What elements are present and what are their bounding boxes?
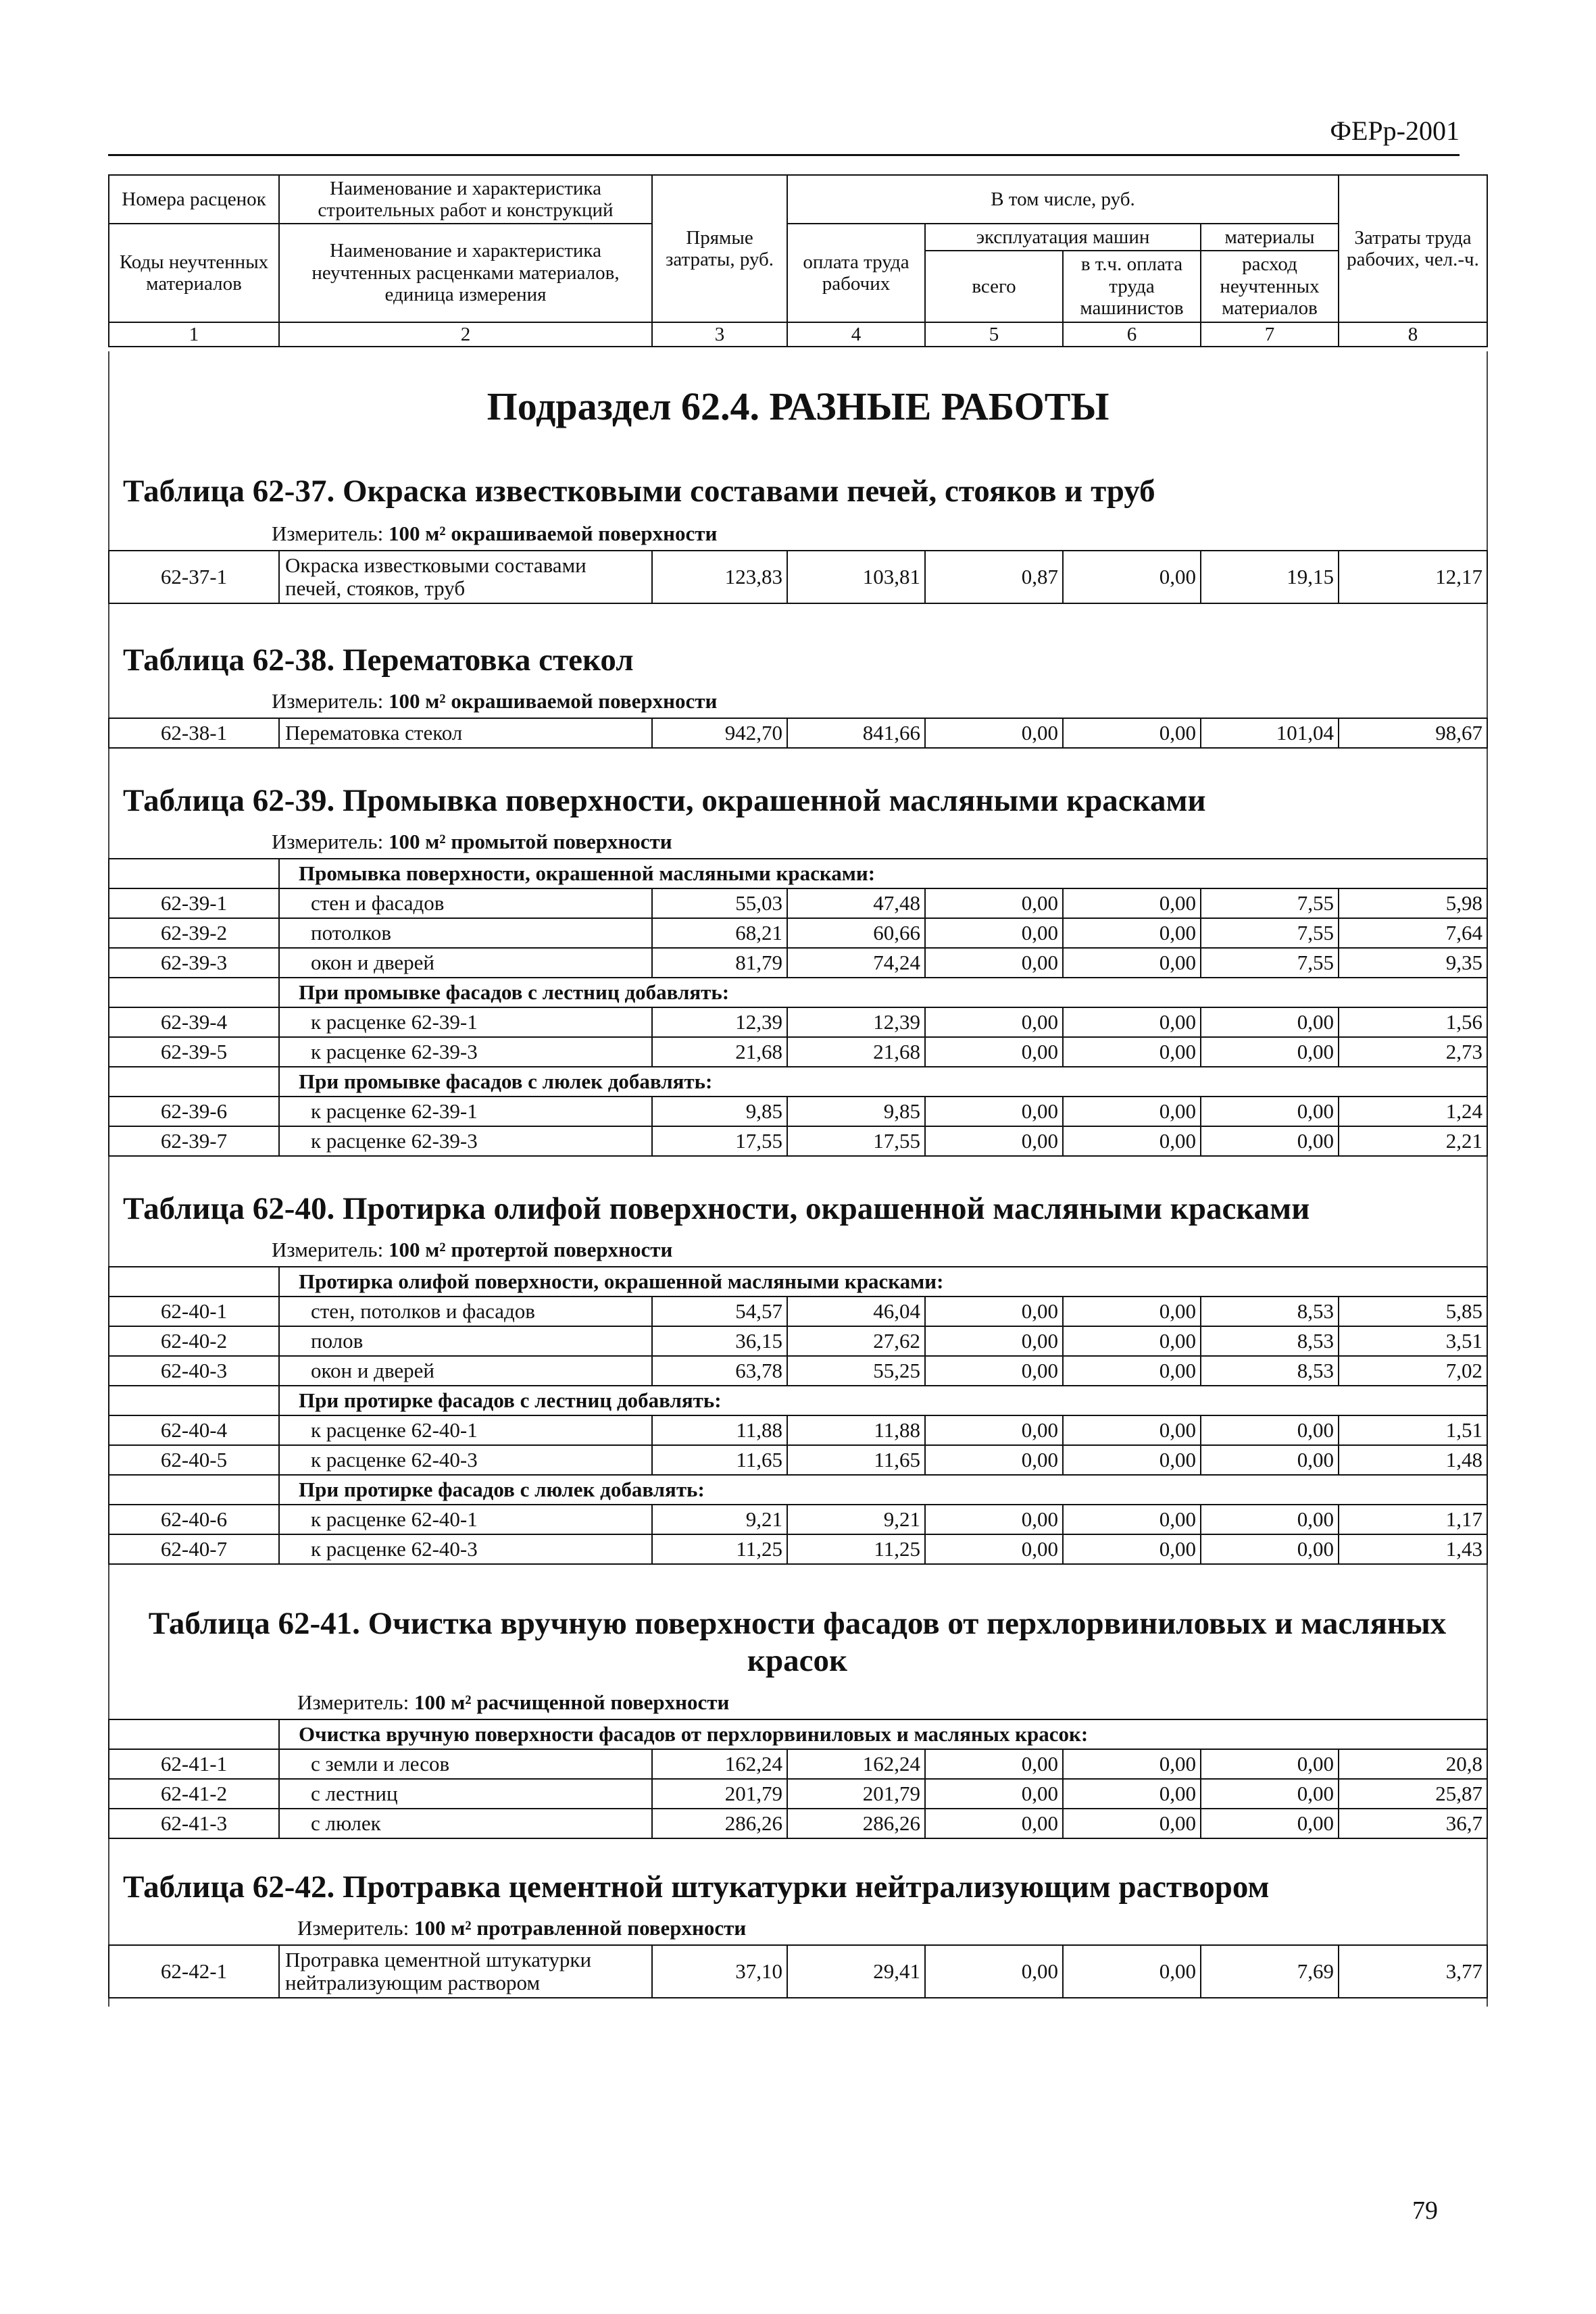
machine-total: 0,00: [925, 1126, 1063, 1156]
labor-hours: 36,7: [1339, 1809, 1487, 1838]
table-row: [109, 1356, 1487, 1386]
machinist-pay: 0,00: [1063, 1356, 1201, 1386]
page-header: [108, 115, 1460, 156]
rate-code: 62-39-7: [109, 1126, 279, 1156]
group-header-row: [109, 1267, 1487, 1297]
rate-code: 62-40-1: [109, 1297, 279, 1326]
table-row: [109, 1505, 1487, 1534]
machinist-pay: 0,00: [1063, 1945, 1201, 1998]
header-col2-bottom: Наименование и характеристика неучтенных расценками материалов, единица измерения: [279, 224, 652, 322]
labor-hours: 7,64: [1339, 918, 1487, 948]
direct-cost: 11,88: [652, 1415, 787, 1445]
labor-hours: 12,17: [1339, 551, 1487, 603]
machinist-pay: 0,00: [1063, 1749, 1201, 1779]
table-row: [109, 718, 1487, 748]
table-row: [109, 1809, 1487, 1838]
table-row: [109, 1415, 1487, 1445]
header-in-total: В том числе, руб.: [787, 175, 1339, 224]
direct-cost: 63,78: [652, 1356, 787, 1386]
materials-cost: 0,00: [1201, 1097, 1339, 1126]
rate-name: Протравка цементной штукатурки нейтрализующим раствором: [279, 1945, 652, 1998]
empty-cell: [109, 859, 279, 888]
labor-pay: 47,48: [787, 888, 925, 918]
empty-cell: [109, 1386, 279, 1415]
empty-cell: [109, 1267, 279, 1297]
direct-cost: 11,25: [652, 1534, 787, 1564]
direct-cost: 17,55: [652, 1126, 787, 1156]
header-col6: в т.ч. оплата труда машинистов: [1063, 251, 1201, 322]
labor-pay: 286,26: [787, 1809, 925, 1838]
machine-total: 0,00: [925, 1356, 1063, 1386]
machine-total: 0,00: [925, 1326, 1063, 1356]
labor-pay: 11,88: [787, 1415, 925, 1445]
labor-pay: 9,85: [787, 1097, 925, 1126]
table-row: [109, 1097, 1487, 1126]
materials-cost: 8,53: [1201, 1326, 1339, 1356]
rate-name: окон и дверей: [279, 948, 652, 978]
machine-total: 0,00: [925, 1749, 1063, 1779]
materials-cost: 7,55: [1201, 888, 1339, 918]
labor-hours: 2,21: [1339, 1126, 1487, 1156]
rate-name: Перематовка стекол: [279, 718, 652, 748]
col-number: 2: [279, 322, 652, 347]
table-title-62-41: Таблица 62-41. Очистка вручную поверхности фасадов от перхлорвиниловых и масляных красок: [148, 1606, 1447, 1679]
labor-pay: 11,25: [787, 1534, 925, 1564]
rates-table-62-40: [108, 1266, 1488, 1565]
materials-cost: 0,00: [1201, 1445, 1339, 1475]
rate-code: 62-38-1: [109, 718, 279, 748]
labor-pay: 103,81: [787, 551, 925, 603]
direct-cost: 36,15: [652, 1326, 787, 1356]
labor-pay: 17,55: [787, 1126, 925, 1156]
labor-hours: 98,67: [1339, 718, 1487, 748]
page-number: 79: [1412, 2196, 1438, 2225]
table-row: [109, 1749, 1487, 1779]
labor-pay: 201,79: [787, 1779, 925, 1809]
materials-cost: 0,00: [1201, 1505, 1339, 1534]
meter-62-41: [297, 1690, 729, 1715]
labor-hours: 2,73: [1339, 1037, 1487, 1067]
machine-total: 0,87: [925, 551, 1063, 603]
header-materials: материалы: [1201, 224, 1339, 251]
empty-cell: [109, 978, 279, 1007]
machinist-pay: 0,00: [1063, 1126, 1201, 1156]
direct-cost: 37,10: [652, 1945, 787, 1998]
rates-table-62-42: [108, 1944, 1488, 1998]
machinist-pay: 0,00: [1063, 1037, 1201, 1067]
direct-cost: 942,70: [652, 718, 787, 748]
table-title-62-40: Таблица 62-40. Протирка олифой поверхности, окрашенной масляными красками: [123, 1191, 1310, 1226]
meter-value: 100 м² окрашиваемой поверхности: [388, 689, 718, 713]
direct-cost: 286,26: [652, 1809, 787, 1838]
table-row: [109, 1534, 1487, 1564]
group-header-row: [109, 1067, 1487, 1097]
machinist-pay: 0,00: [1063, 1809, 1201, 1838]
materials-cost: 8,53: [1201, 1297, 1339, 1326]
machinist-pay: 0,00: [1063, 1007, 1201, 1037]
labor-pay: 74,24: [787, 948, 925, 978]
labor-hours: 5,98: [1339, 888, 1487, 918]
meter-label: Измеритель:: [272, 1238, 384, 1261]
header-col2-top: Наименование и характеристика строительных работ и конструкций: [279, 175, 652, 224]
materials-cost: 7,55: [1201, 918, 1339, 948]
group-label: При промывке фасадов с люлек добавлять:: [279, 1067, 1487, 1097]
direct-cost: 162,24: [652, 1749, 787, 1779]
meter-label: Измеритель:: [272, 522, 384, 545]
rate-code: 62-41-1: [109, 1749, 279, 1779]
labor-hours: 7,02: [1339, 1356, 1487, 1386]
doc-code: ФЕРр-2001: [1330, 116, 1460, 146]
machinist-pay: 0,00: [1063, 1445, 1201, 1475]
meter-62-40: [272, 1238, 672, 1262]
header-machines: эксплуатация машин: [925, 224, 1201, 251]
rate-name: к расценке 62-40-3: [279, 1445, 652, 1475]
header-col3: Прямые затраты, руб.: [652, 175, 787, 322]
column-header-table: [108, 174, 1488, 347]
machinist-pay: 0,00: [1063, 888, 1201, 918]
table-row: [109, 918, 1487, 948]
rate-name: к расценке 62-39-1: [279, 1007, 652, 1037]
materials-cost: 0,00: [1201, 1037, 1339, 1067]
empty-cell: [109, 1475, 279, 1505]
group-header-row: [109, 1719, 1487, 1749]
header-col1-bottom: Коды неучтенных материалов: [109, 224, 279, 322]
machinist-pay: 0,00: [1063, 718, 1201, 748]
group-header-row: [109, 978, 1487, 1007]
direct-cost: 21,68: [652, 1037, 787, 1067]
rate-code: 62-39-4: [109, 1007, 279, 1037]
rates-table-62-39: [108, 858, 1488, 1157]
materials-cost: 8,53: [1201, 1356, 1339, 1386]
table-row: [109, 1445, 1487, 1475]
rate-code: 62-39-5: [109, 1037, 279, 1067]
machinist-pay: 0,00: [1063, 1326, 1201, 1356]
meter-62-39: [272, 830, 672, 854]
direct-cost: 81,79: [652, 948, 787, 978]
machinist-pay: 0,00: [1063, 1779, 1201, 1809]
rate-name: стен, потолков и фасадов: [279, 1297, 652, 1326]
machine-total: 0,00: [925, 1415, 1063, 1445]
table-row: [109, 888, 1487, 918]
subsection-title: Подраздел 62.4. РАЗНЫЕ РАБОТЫ: [487, 384, 1109, 428]
labor-hours: 9,35: [1339, 948, 1487, 978]
meter-value: 100 м² промытой поверхности: [388, 830, 672, 853]
group-header-row: [109, 1386, 1487, 1415]
rate-name: к расценке 62-40-1: [279, 1505, 652, 1534]
labor-pay: 11,65: [787, 1445, 925, 1475]
rate-code: 62-39-1: [109, 888, 279, 918]
labor-hours: 1,48: [1339, 1445, 1487, 1475]
machinist-pay: 0,00: [1063, 1097, 1201, 1126]
header-col8: Затраты труда рабочих, чел.-ч.: [1339, 175, 1487, 322]
rate-code: 62-40-2: [109, 1326, 279, 1356]
rate-name: Окраска известковыми составами печей, стояков, труб: [279, 551, 652, 603]
machine-total: 0,00: [925, 1945, 1063, 1998]
group-header-row: [109, 1475, 1487, 1505]
table-row: [109, 1326, 1487, 1356]
rate-name: к расценке 62-39-3: [279, 1126, 652, 1156]
header-col7: расход неучтенных материалов: [1201, 251, 1339, 322]
rate-name: к расценке 62-40-1: [279, 1415, 652, 1445]
rate-code: 62-42-1: [109, 1945, 279, 1998]
labor-pay: 29,41: [787, 1945, 925, 1998]
col-number: 7: [1201, 322, 1339, 347]
direct-cost: 9,21: [652, 1505, 787, 1534]
machine-total: 0,00: [925, 948, 1063, 978]
meter-62-38: [272, 689, 717, 713]
rates-table-62-37: [108, 550, 1488, 604]
machine-total: 0,00: [925, 1445, 1063, 1475]
meter-value: 100 м² протравленной поверхности: [414, 1916, 747, 1940]
rate-code: 62-40-6: [109, 1505, 279, 1534]
machinist-pay: 0,00: [1063, 1505, 1201, 1534]
rate-name: стен и фасадов: [279, 888, 652, 918]
rate-name: к расценке 62-40-3: [279, 1534, 652, 1564]
header-col5: всего: [925, 251, 1063, 322]
labor-pay: 841,66: [787, 718, 925, 748]
header-col1-top: Номера расценок: [109, 175, 279, 224]
rate-name: с земли и лесов: [279, 1749, 652, 1779]
labor-pay: 60,66: [787, 918, 925, 948]
materials-cost: 0,00: [1201, 1126, 1339, 1156]
labor-hours: 20,8: [1339, 1749, 1487, 1779]
rate-name: окон и дверей: [279, 1356, 652, 1386]
rate-code: 62-41-3: [109, 1809, 279, 1838]
rates-table-62-41: [108, 1719, 1488, 1839]
meter-label: Измеритель:: [272, 830, 384, 853]
machine-total: 0,00: [925, 1007, 1063, 1037]
labor-hours: 1,17: [1339, 1505, 1487, 1534]
table-row: [109, 1297, 1487, 1326]
rate-code: 62-41-2: [109, 1779, 279, 1809]
labor-hours: 3,77: [1339, 1945, 1487, 1998]
machinist-pay: 0,00: [1063, 948, 1201, 978]
materials-cost: 7,55: [1201, 948, 1339, 978]
table-row: [109, 1007, 1487, 1037]
col-number: 1: [109, 322, 279, 347]
labor-pay: 21,68: [787, 1037, 925, 1067]
machinist-pay: 0,00: [1063, 1297, 1201, 1326]
materials-cost: 7,69: [1201, 1945, 1339, 1998]
direct-cost: 55,03: [652, 888, 787, 918]
group-label: Протирка олифой поверхности, окрашенной масляными красками:: [279, 1267, 1487, 1297]
labor-hours: 1,24: [1339, 1097, 1487, 1126]
table-title-62-42: Таблица 62-42. Протравка цементной штукатурки нейтрализующим раствором: [123, 1869, 1270, 1905]
table-row: [109, 1945, 1487, 1998]
materials-cost: 0,00: [1201, 1779, 1339, 1809]
group-label: При протирке фасадов с лестниц добавлять:: [279, 1386, 1487, 1415]
table-row: [109, 1779, 1487, 1809]
rate-name: с лестниц: [279, 1779, 652, 1809]
direct-cost: 123,83: [652, 551, 787, 603]
empty-cell: [109, 1067, 279, 1097]
direct-cost: 54,57: [652, 1297, 787, 1326]
materials-cost: 101,04: [1201, 718, 1339, 748]
materials-cost: 0,00: [1201, 1415, 1339, 1445]
group-label: При промывке фасадов с лестниц добавлять:: [279, 978, 1487, 1007]
group-label: При протирке фасадов с люлек добавлять:: [279, 1475, 1487, 1505]
table-title-62-39: Таблица 62-39. Промывка поверхности, окрашенной масляными красками: [123, 783, 1206, 818]
rate-code: 62-37-1: [109, 551, 279, 603]
labor-hours: 1,56: [1339, 1007, 1487, 1037]
rate-code: 62-39-2: [109, 918, 279, 948]
col-number: 5: [925, 322, 1063, 347]
rate-code: 62-39-3: [109, 948, 279, 978]
rate-code: 62-40-3: [109, 1356, 279, 1386]
machine-total: 0,00: [925, 1097, 1063, 1126]
direct-cost: 12,39: [652, 1007, 787, 1037]
table-row: [109, 551, 1487, 603]
materials-cost: 0,00: [1201, 1749, 1339, 1779]
meter-label: Измеритель:: [297, 1916, 409, 1940]
rate-code: 62-40-4: [109, 1415, 279, 1445]
rate-code: 62-39-6: [109, 1097, 279, 1126]
labor-pay: 12,39: [787, 1007, 925, 1037]
labor-hours: 3,51: [1339, 1326, 1487, 1356]
machinist-pay: 0,00: [1063, 918, 1201, 948]
labor-pay: 9,21: [787, 1505, 925, 1534]
meter-label: Измеритель:: [272, 689, 384, 713]
machine-total: 0,00: [925, 1505, 1063, 1534]
rate-name: к расценке 62-39-1: [279, 1097, 652, 1126]
meter-62-37: [272, 522, 717, 546]
machine-total: 0,00: [925, 718, 1063, 748]
labor-hours: 25,87: [1339, 1779, 1487, 1809]
col-number: 8: [1339, 322, 1487, 347]
group-label: Промывка поверхности, окрашенной масляными красками:: [279, 859, 1487, 888]
machine-total: 0,00: [925, 1037, 1063, 1067]
meter-label: Измеритель:: [297, 1690, 409, 1714]
meter-value: 100 м² протертой поверхности: [388, 1238, 673, 1261]
table-title-62-38: Таблица 62-38. Перематовка стекол: [123, 643, 634, 678]
labor-pay: 162,24: [787, 1749, 925, 1779]
meter-value: 100 м² расчищенной поверхности: [414, 1690, 730, 1714]
rates-table-62-38: [108, 718, 1488, 749]
header-col4: оплата труда рабочих: [787, 224, 925, 322]
direct-cost: 11,65: [652, 1445, 787, 1475]
materials-cost: 0,00: [1201, 1534, 1339, 1564]
table-row: [109, 1126, 1487, 1156]
direct-cost: 9,85: [652, 1097, 787, 1126]
labor-hours: 5,85: [1339, 1297, 1487, 1326]
direct-cost: 201,79: [652, 1779, 787, 1809]
group-label: Очистка вручную поверхности фасадов от перхлорвиниловых и масляных красок:: [279, 1719, 1487, 1749]
machine-total: 0,00: [925, 1534, 1063, 1564]
rate-name: полов: [279, 1326, 652, 1356]
direct-cost: 68,21: [652, 918, 787, 948]
materials-cost: 0,00: [1201, 1809, 1339, 1838]
machine-total: 0,00: [925, 1297, 1063, 1326]
col-number: 6: [1063, 322, 1201, 347]
rate-code: 62-40-5: [109, 1445, 279, 1475]
table-row: [109, 1037, 1487, 1067]
meter-value: 100 м² окрашиваемой поверхности: [388, 522, 718, 545]
table-title-62-37: Таблица 62-37. Окраска известковыми составами печей, стояков и труб: [123, 474, 1155, 509]
rate-name: с люлек: [279, 1809, 652, 1838]
machine-total: 0,00: [925, 918, 1063, 948]
rate-name: потолков: [279, 918, 652, 948]
group-header-row: [109, 859, 1487, 888]
labor-hours: 1,51: [1339, 1415, 1487, 1445]
labor-pay: 46,04: [787, 1297, 925, 1326]
materials-cost: 0,00: [1201, 1007, 1339, 1037]
labor-pay: 55,25: [787, 1356, 925, 1386]
machine-total: 0,00: [925, 1779, 1063, 1809]
col-number: 3: [652, 322, 787, 347]
machinist-pay: 0,00: [1063, 1534, 1201, 1564]
machinist-pay: 0,00: [1063, 1415, 1201, 1445]
machinist-pay: 0,00: [1063, 551, 1201, 603]
machine-total: 0,00: [925, 1809, 1063, 1838]
rate-name: к расценке 62-39-3: [279, 1037, 652, 1067]
rate-code: 62-40-7: [109, 1534, 279, 1564]
table-row: [109, 948, 1487, 978]
empty-cell: [109, 1719, 279, 1749]
col-number: 4: [787, 322, 925, 347]
labor-pay: 27,62: [787, 1326, 925, 1356]
materials-cost: 19,15: [1201, 551, 1339, 603]
meter-62-42: [297, 1916, 746, 1940]
labor-hours: 1,43: [1339, 1534, 1487, 1564]
machine-total: 0,00: [925, 888, 1063, 918]
